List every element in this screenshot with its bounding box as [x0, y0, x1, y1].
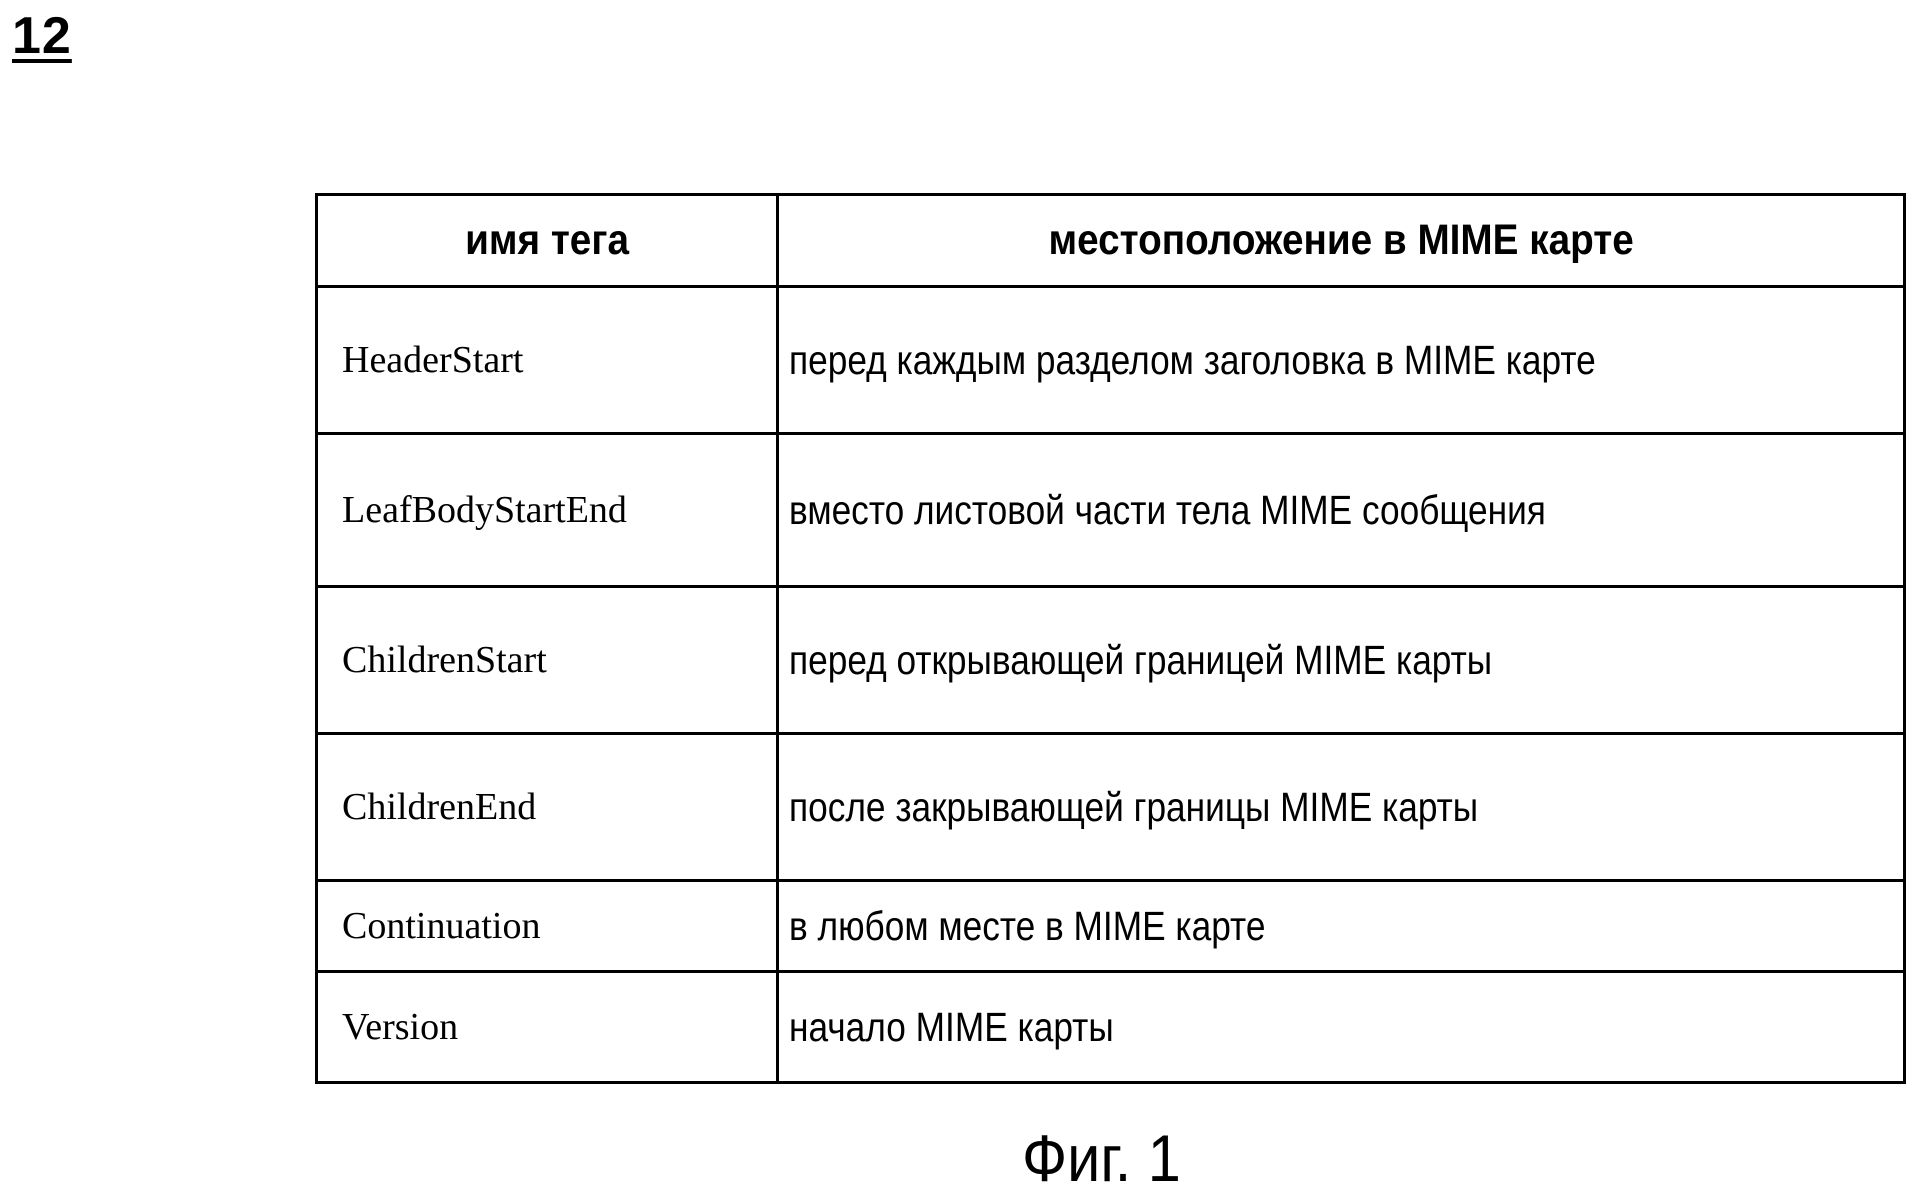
location-cell [777, 434, 1904, 587]
location-text: начало MIME карты [788, 1003, 1114, 1050]
table-row [317, 587, 1905, 734]
location-text: перед каждым разделом заголовка в MIME карте [788, 336, 1596, 383]
tag-cell: LeafBodyStartEnd [317, 434, 778, 587]
location-cell [777, 881, 1904, 972]
tag-cell: Continuation [317, 881, 778, 972]
tag-location-table [315, 193, 1906, 1084]
table-header-row [317, 195, 1905, 287]
header-location-text: местоположение в MIME карте [1048, 216, 1634, 264]
table-row [317, 287, 1905, 434]
header-tag-name [317, 195, 778, 287]
location-cell [777, 734, 1904, 881]
location-text: в любом месте в MIME карте [788, 902, 1266, 949]
table-row [317, 434, 1905, 587]
location-cell [777, 972, 1904, 1083]
table-row [317, 881, 1905, 972]
tag-cell: ChildrenStart [317, 587, 778, 734]
table-row [317, 972, 1905, 1083]
tag-cell: HeaderStart [317, 287, 778, 434]
location-cell [777, 287, 1904, 434]
location-cell [777, 587, 1904, 734]
figure-caption [1022, 1122, 1198, 1194]
tag-cell: Version [317, 972, 778, 1083]
tag-cell: ChildrenEnd [317, 734, 778, 881]
location-text: после закрывающей границы MIME карты [788, 783, 1479, 830]
table-row [317, 734, 1905, 881]
location-text: вместо листовой части тела MIME сообщения [788, 486, 1546, 533]
page-number: 12 [12, 7, 72, 65]
location-text: перед открывающей границей MIME карты [788, 636, 1493, 683]
header-tag-name-text: имя тега [464, 216, 629, 264]
figure-caption-text: Фиг. 1 [1022, 1121, 1181, 1195]
header-location [777, 195, 1904, 287]
